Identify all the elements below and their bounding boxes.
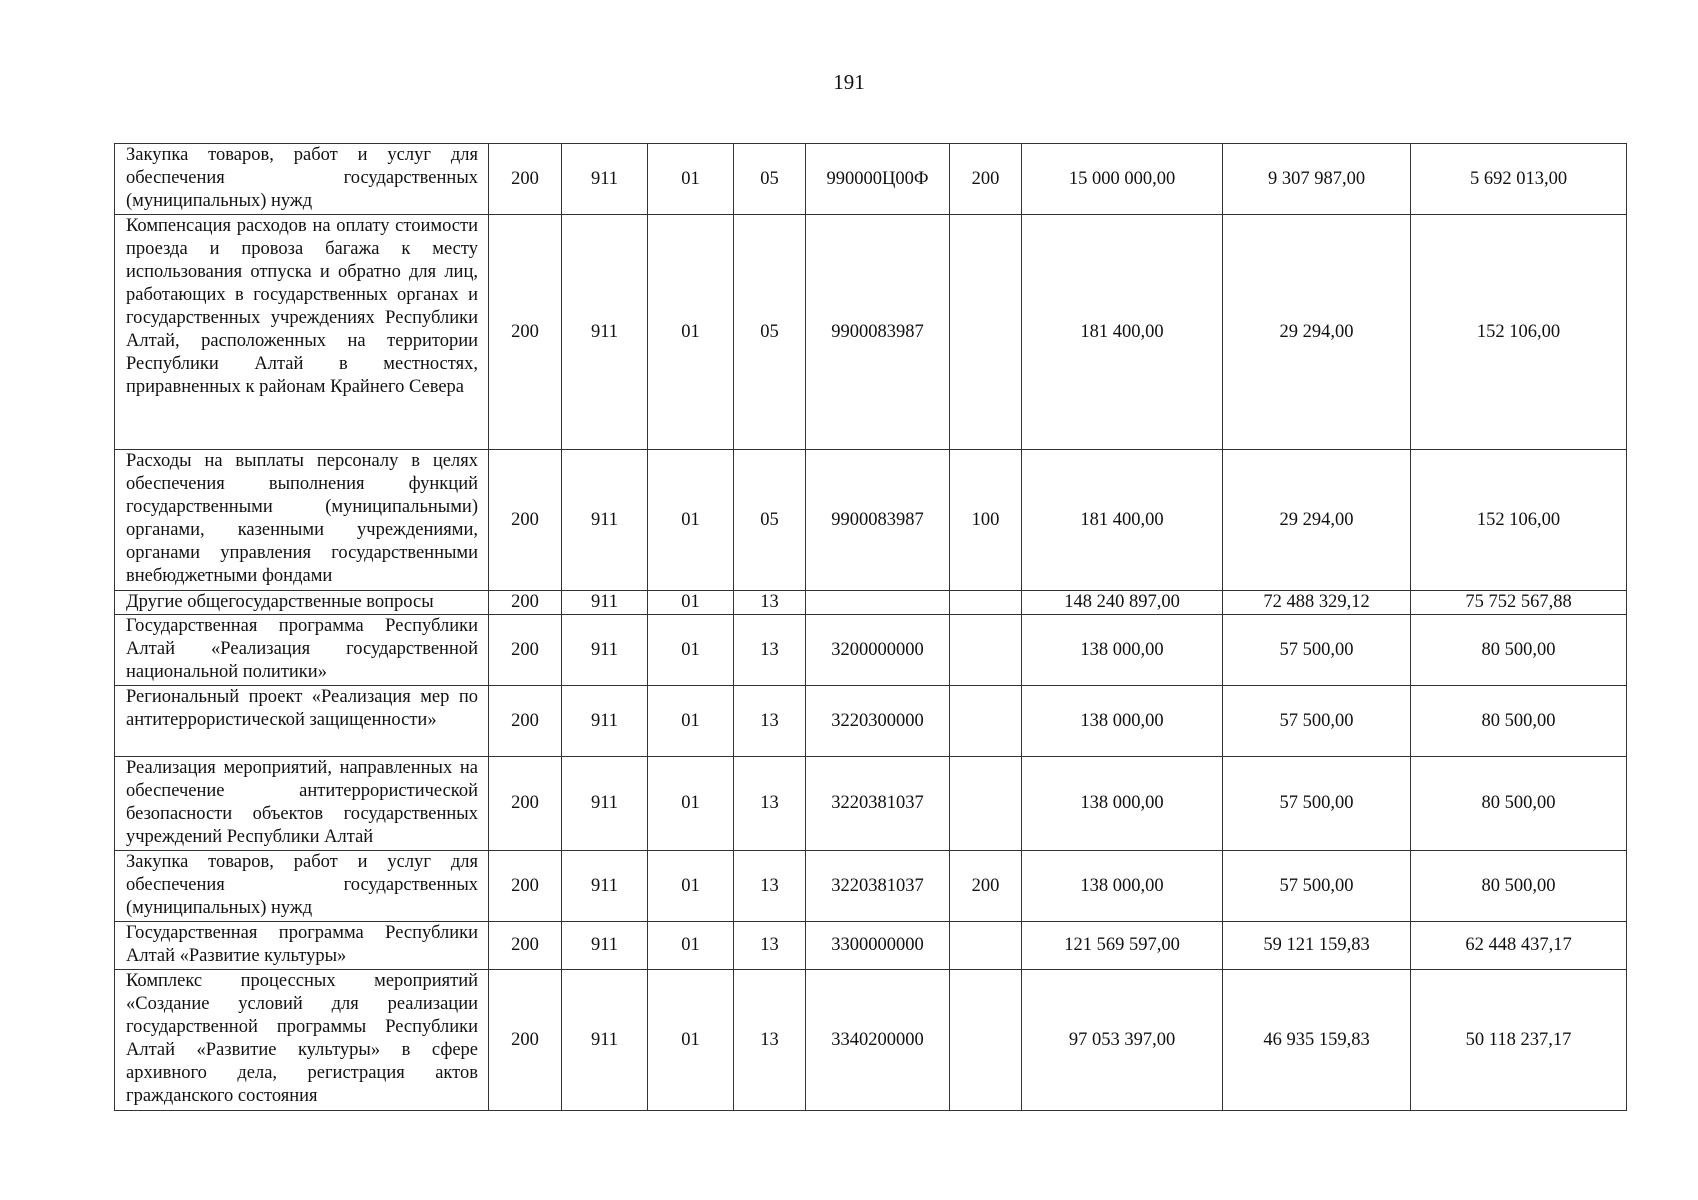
rz-cell: 01 bbox=[648, 615, 734, 686]
pr-cell: 13 bbox=[734, 851, 806, 922]
rz-cell: 01 bbox=[648, 450, 734, 591]
fact-amount-cell: 46 935 159,83 bbox=[1223, 970, 1411, 1111]
grbs-cell: 200 bbox=[489, 450, 562, 591]
plan-amount-cell: 138 000,00 bbox=[1022, 851, 1223, 922]
rest-amount-cell: 80 500,00 bbox=[1411, 615, 1627, 686]
vr-cell bbox=[950, 922, 1022, 970]
rest-amount-cell: 80 500,00 bbox=[1411, 757, 1627, 851]
plan-amount-cell: 148 240 897,00 bbox=[1022, 591, 1223, 615]
rz-cell: 01 bbox=[648, 591, 734, 615]
ved-cell: 911 bbox=[562, 450, 648, 591]
ved-cell: 911 bbox=[562, 970, 648, 1111]
vr-cell bbox=[950, 757, 1022, 851]
vr-cell bbox=[950, 970, 1022, 1111]
csr-cell: 9900083987 bbox=[806, 450, 950, 591]
table-row bbox=[115, 615, 1627, 686]
grbs-cell: 200 bbox=[489, 970, 562, 1111]
csr-cell: 3200000000 bbox=[806, 615, 950, 686]
table-row bbox=[115, 970, 1627, 1111]
csr-cell: 3220300000 bbox=[806, 686, 950, 757]
page-number: 191 bbox=[833, 70, 865, 94]
csr-cell: 3340200000 bbox=[806, 970, 950, 1111]
plan-amount-cell: 97 053 397,00 bbox=[1022, 970, 1223, 1111]
vr-cell bbox=[950, 615, 1022, 686]
plan-amount-cell: 181 400,00 bbox=[1022, 215, 1223, 450]
table-row bbox=[115, 144, 1627, 215]
table-row bbox=[115, 450, 1627, 591]
rz-cell: 01 bbox=[648, 144, 734, 215]
pr-cell: 13 bbox=[734, 922, 806, 970]
pr-cell: 05 bbox=[734, 215, 806, 450]
vr-cell bbox=[950, 686, 1022, 757]
table-row bbox=[115, 922, 1627, 970]
grbs-cell: 200 bbox=[489, 851, 562, 922]
budget-table bbox=[114, 143, 1627, 1111]
table-row bbox=[115, 757, 1627, 851]
csr-cell: 9900083987 bbox=[806, 215, 950, 450]
rest-amount-cell: 80 500,00 bbox=[1411, 686, 1627, 757]
row-name-cell: Государственная программа Республики Алтай «Развитие культуры» bbox=[115, 922, 489, 970]
pr-cell: 13 bbox=[734, 757, 806, 851]
row-name-cell: Закупка товаров, работ и услуг для обеспечения государственных (муниципальных) нужд bbox=[115, 144, 489, 215]
pr-cell: 13 bbox=[734, 686, 806, 757]
ved-cell: 911 bbox=[562, 615, 648, 686]
grbs-cell: 200 bbox=[489, 144, 562, 215]
plan-amount-cell: 138 000,00 bbox=[1022, 615, 1223, 686]
ved-cell: 911 bbox=[562, 922, 648, 970]
ved-cell: 911 bbox=[562, 144, 648, 215]
fact-amount-cell: 57 500,00 bbox=[1223, 851, 1411, 922]
rest-amount-cell: 80 500,00 bbox=[1411, 851, 1627, 922]
grbs-cell: 200 bbox=[489, 615, 562, 686]
pr-cell: 05 bbox=[734, 144, 806, 215]
plan-amount-cell: 121 569 597,00 bbox=[1022, 922, 1223, 970]
table-row bbox=[115, 686, 1627, 757]
csr-cell: 3220381037 bbox=[806, 757, 950, 851]
vr-cell: 100 bbox=[950, 450, 1022, 591]
plan-amount-cell: 181 400,00 bbox=[1022, 450, 1223, 591]
csr-cell bbox=[806, 591, 950, 615]
fact-amount-cell: 72 488 329,12 bbox=[1223, 591, 1411, 615]
pr-cell: 13 bbox=[734, 970, 806, 1111]
grbs-cell: 200 bbox=[489, 686, 562, 757]
plan-amount-cell: 15 000 000,00 bbox=[1022, 144, 1223, 215]
pr-cell: 13 bbox=[734, 591, 806, 615]
ved-cell: 911 bbox=[562, 686, 648, 757]
row-name-cell: Государственная программа Республики Алтай «Реализация государственной национальной политики» bbox=[115, 615, 489, 686]
ved-cell: 911 bbox=[562, 757, 648, 851]
row-name-cell: Комплекс процессных мероприятий «Создание условий для реализации государственной программы Республики Алтай «Развитие культуры» в сфере архивного дела, регистрация актов гражданского состояния bbox=[115, 970, 489, 1111]
fact-amount-cell: 57 500,00 bbox=[1223, 615, 1411, 686]
vr-cell: 200 bbox=[950, 144, 1022, 215]
rest-amount-cell: 75 752 567,88 bbox=[1411, 591, 1627, 615]
csr-cell: 3300000000 bbox=[806, 922, 950, 970]
ved-cell: 911 bbox=[562, 851, 648, 922]
fact-amount-cell: 59 121 159,83 bbox=[1223, 922, 1411, 970]
grbs-cell: 200 bbox=[489, 757, 562, 851]
rz-cell: 01 bbox=[648, 686, 734, 757]
rest-amount-cell: 50 118 237,17 bbox=[1411, 970, 1627, 1111]
table-row bbox=[115, 591, 1627, 615]
rest-amount-cell: 62 448 437,17 bbox=[1411, 922, 1627, 970]
row-name-cell: Региональный проект «Реализация мер по антитеррористической защищенности» bbox=[115, 686, 489, 757]
row-name-cell: Закупка товаров, работ и услуг для обеспечения государственных (муниципальных) нужд bbox=[115, 851, 489, 922]
table-row bbox=[115, 215, 1627, 450]
fact-amount-cell: 29 294,00 bbox=[1223, 450, 1411, 591]
plan-amount-cell: 138 000,00 bbox=[1022, 686, 1223, 757]
row-name-cell: Реализация мероприятий, направленных на обеспечение антитеррористической безопасности объектов государственных учреждений Республики Алтай bbox=[115, 757, 489, 851]
vr-cell bbox=[950, 215, 1022, 450]
fact-amount-cell: 29 294,00 bbox=[1223, 215, 1411, 450]
rest-amount-cell: 152 106,00 bbox=[1411, 215, 1627, 450]
rz-cell: 01 bbox=[648, 851, 734, 922]
fact-amount-cell: 9 307 987,00 bbox=[1223, 144, 1411, 215]
rz-cell: 01 bbox=[648, 757, 734, 851]
vr-cell bbox=[950, 591, 1022, 615]
rest-amount-cell: 5 692 013,00 bbox=[1411, 144, 1627, 215]
row-name-cell: Расходы на выплаты персоналу в целях обеспечения выполнения функций государственными (муниципальными) органами, казенными учреждениями, органами управления государственными внебюджетными фондами bbox=[115, 450, 489, 591]
pr-cell: 05 bbox=[734, 450, 806, 591]
csr-cell: 3220381037 bbox=[806, 851, 950, 922]
row-name-cell: Компенсация расходов на оплату стоимости проезда и провоза багажа к месту использования отпуска и обратно для лиц, работающих в государственных органах и государственных учреждениях Республики Алтай, расположенных на территории Республики Алтай в местностях, приравненных к районам Крайнего Севера bbox=[115, 215, 489, 450]
vr-cell: 200 bbox=[950, 851, 1022, 922]
rz-cell: 01 bbox=[648, 970, 734, 1111]
ved-cell: 911 bbox=[562, 591, 648, 615]
fact-amount-cell: 57 500,00 bbox=[1223, 757, 1411, 851]
rest-amount-cell: 152 106,00 bbox=[1411, 450, 1627, 591]
grbs-cell: 200 bbox=[489, 591, 562, 615]
plan-amount-cell: 138 000,00 bbox=[1022, 757, 1223, 851]
pr-cell: 13 bbox=[734, 615, 806, 686]
csr-cell: 990000Ц00Ф bbox=[806, 144, 950, 215]
row-name-cell: Другие общегосударственные вопросы bbox=[115, 591, 489, 615]
rz-cell: 01 bbox=[648, 922, 734, 970]
rz-cell: 01 bbox=[648, 215, 734, 450]
grbs-cell: 200 bbox=[489, 215, 562, 450]
grbs-cell: 200 bbox=[489, 922, 562, 970]
table-row bbox=[115, 851, 1627, 922]
ved-cell: 911 bbox=[562, 215, 648, 450]
fact-amount-cell: 57 500,00 bbox=[1223, 686, 1411, 757]
